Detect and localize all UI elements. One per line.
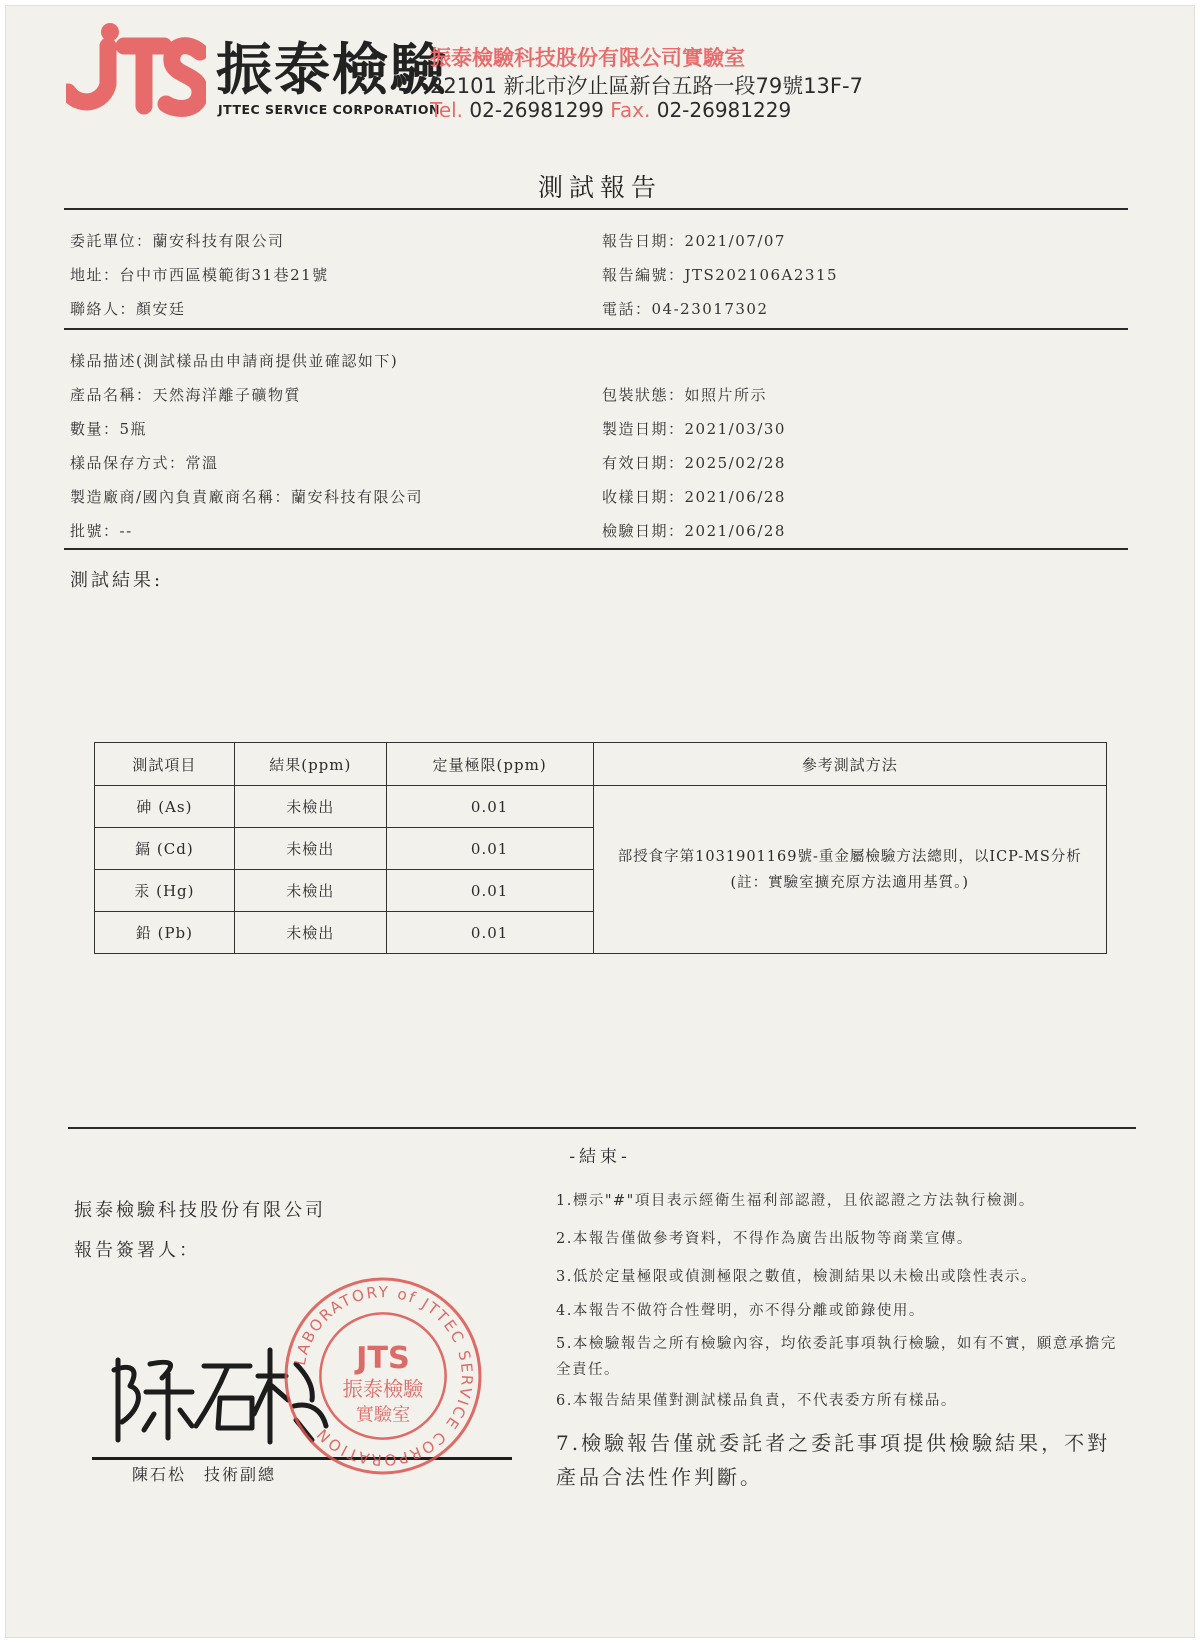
note-item: 7.檢驗報告僅就委託者之委託事項提供檢驗結果，不對產品合法性作判斷。 [556,1431,1111,1489]
note-item: 2.本報告僅做參考資料，不得作為廣告出版物等商業宣傳。 [556,1231,973,1247]
limit-value: 0.01 [386,828,593,870]
jts-logo [66,22,206,122]
note-item: 1.標示"#"項目表示經衛生福利部認證，且依認證之方法執行檢測。 [556,1193,1035,1209]
test-date: 檢驗日期：2021/06/28 [602,522,786,540]
end-mark: -結束- [569,1147,631,1167]
method-note: (註：實驗室擴充原方法適用基質。) [730,874,970,891]
result-value: 未檢出 [234,870,386,912]
sample-description: 樣品描述(測試樣品由申請商提供並確認如下) [70,352,399,370]
method-cell [593,786,1106,954]
note-item: 6.本報告結果僅對測試樣品負責，不代表委方所有樣品。 [556,1393,957,1409]
signer-name: 陳石松 技術副總 [132,1465,277,1484]
fax-number: 02-26981229 [656,98,792,122]
seal-line2: 實驗室 [355,1404,411,1426]
results-label: 測試結果: [70,570,164,591]
sample-quantity: 數量：5瓶 [70,420,148,438]
results-table [94,742,1107,954]
divider [68,1127,1136,1129]
seal-line1: 振泰檢驗 [342,1377,424,1402]
laboratory-seal [282,1275,484,1477]
divider [64,548,1128,550]
company-name: 振泰檢驗科技股份有限公司實驗室 [430,46,745,70]
fax-label: Fax. [610,98,651,122]
result-value: 未檢出 [234,786,386,828]
table-row [95,786,1107,828]
limit-value: 0.01 [386,912,593,954]
batch-number: 批號：-- [70,522,133,540]
issuer-company: 振泰檢驗科技股份有限公司 [74,1200,326,1221]
tel-label: Tel. [430,98,464,122]
report-title: 測試報告 [537,173,662,202]
received-date: 收樣日期：2021/06/28 [602,488,786,506]
header-method: 參考測試方法 [593,743,1106,786]
note-item: 5.本檢驗報告之所有檢驗內容，均依委託事項執行檢驗，如有不實，願意承擔完全責任。 [556,1336,1117,1378]
client-address: 地址：台中市西區模範街31巷21號 [70,266,329,284]
packaging-status: 包裝狀態：如照片所示 [602,386,768,404]
expiry-date: 有效日期：2025/02/28 [602,454,786,472]
manufacture-date: 製造日期：2021/03/30 [602,420,786,438]
note-item: 3.低於定量極限或偵測極限之數值，檢測結果以未檢出或陰性表示。 [556,1269,1037,1285]
test-item: 砷 (As) [95,786,235,828]
header-test-item: 測試項目 [95,743,235,786]
manufacturer: 製造廠商/國內負責廠商名稱：蘭安科技有限公司 [70,488,424,506]
result-value: 未檢出 [234,828,386,870]
product-name: 產品名稱：天然海洋離子礦物質 [70,386,302,404]
company-contact [430,98,791,122]
seal-logo: JTS [356,1340,410,1376]
tel-number: 02-26981299 [469,98,604,122]
svg-text:LABORATORY of JTTEC SERVICE CO [291,1283,476,1469]
test-item: 汞 (Hg) [95,870,235,912]
limit-value: 0.01 [386,786,593,828]
storage-method: 樣品保存方式：常溫 [70,454,219,472]
header-result: 結果(ppm) [234,743,386,786]
limit-value: 0.01 [386,870,593,912]
result-value: 未檢出 [234,912,386,954]
client-unit: 委託單位：蘭安科技有限公司 [70,232,285,250]
header-limit: 定量極限(ppm) [386,743,593,786]
client-phone: 電話：04-23017302 [602,300,769,318]
divider [64,208,1128,210]
company-address: 22101 新北市汐止區新台五路一段79號13F-7 [430,74,863,98]
report-date: 報告日期：2021/07/07 [602,232,786,250]
client-contact: 聯絡人：顏安廷 [70,300,186,318]
seal-ring-text: LABORATORY of JTTEC SERVICE CORPORATION [290,1283,476,1470]
signatory-label: 報告簽署人： [74,1240,200,1261]
logo-chinese-name: 振泰檢驗 [216,38,448,103]
test-item: 鎘 (Cd) [95,828,235,870]
divider [64,328,1128,330]
logo-english-name: JTTEC SERVICE CORPORATION [218,102,440,117]
report-number: 報告編號：JTS202106A2315 [602,266,839,284]
method-text: 部授食字第1031901169號-重金屬檢驗方法總則，以ICP-MS分析 [617,848,1082,865]
test-item: 鉛 (Pb) [95,912,235,954]
note-item: 4.本報告不做符合性聲明，亦不得分離或節錄使用。 [556,1303,925,1319]
